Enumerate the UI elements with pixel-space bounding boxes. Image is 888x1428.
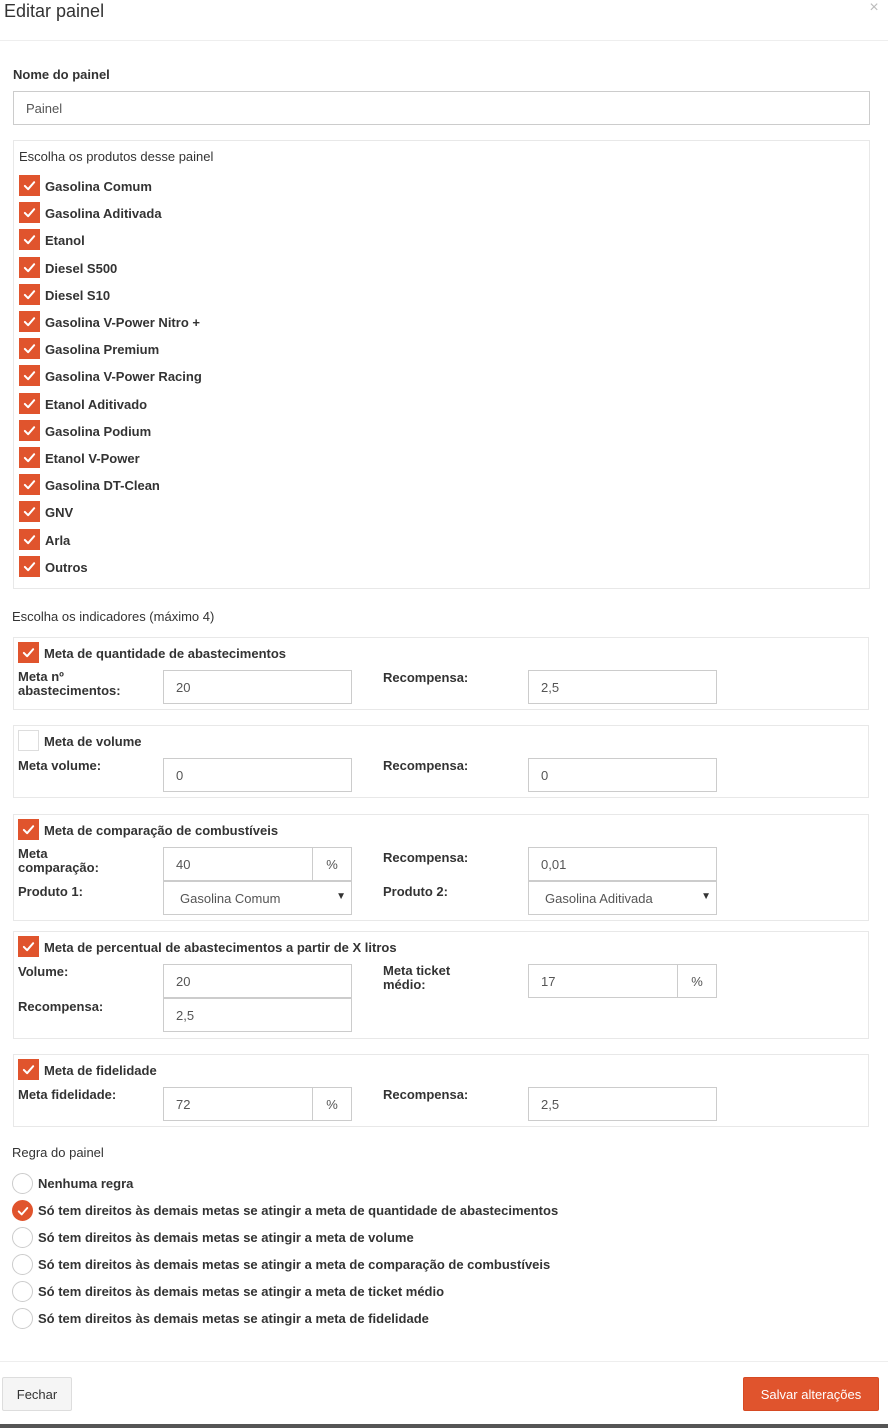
product-checkbox[interactable] bbox=[19, 365, 40, 386]
product-checkbox[interactable] bbox=[19, 447, 40, 468]
close-icon[interactable]: × bbox=[869, 0, 879, 16]
product-label: Gasolina DT-Clean bbox=[45, 478, 160, 494]
product-label: Gasolina Premium bbox=[45, 342, 160, 358]
fidelity-reward-label: Recompensa: bbox=[383, 1087, 469, 1102]
product-label: Diesel S500 bbox=[45, 260, 118, 276]
product-label: Arla bbox=[45, 532, 71, 548]
rule-radio[interactable] bbox=[12, 1254, 33, 1275]
product-checkbox[interactable] bbox=[19, 338, 40, 359]
product-checkbox[interactable] bbox=[19, 529, 40, 550]
rules-label: Regra do painel bbox=[12, 1145, 104, 1160]
fidelity-checkbox[interactable] bbox=[18, 1059, 39, 1080]
product-checkbox[interactable] bbox=[19, 556, 40, 577]
product-label: Gasolina Comum bbox=[45, 179, 152, 194]
fidelity-reward-input[interactable]: 2,5 bbox=[528, 1087, 717, 1121]
product-checkbox[interactable] bbox=[19, 474, 40, 495]
chevron-down-icon: ▼ bbox=[701, 891, 711, 902]
percentage-reward-label: Recompensa: bbox=[18, 999, 104, 1014]
rule-label: Só tem direitos às demais metas se atingir a meta de ticket médio bbox=[38, 1284, 445, 1299]
rule-label: Só tem direitos às demais metas se atingir a meta de fidelidade bbox=[38, 1311, 429, 1326]
quantity-meta-input[interactable]: 20 bbox=[163, 670, 352, 704]
product-checkbox[interactable] bbox=[19, 202, 40, 223]
product1-label: Produto 1: bbox=[18, 884, 83, 899]
check-icon bbox=[22, 646, 35, 659]
rule-label: Só tem direitos às demais metas se atingir a meta de quantidade de abastecimentos bbox=[38, 1203, 559, 1218]
rule-radio[interactable] bbox=[12, 1200, 33, 1221]
percentage-volume-label: Volume: bbox=[18, 964, 69, 979]
check-icon bbox=[23, 397, 36, 410]
check-icon bbox=[17, 1205, 29, 1217]
percentage-checkbox[interactable] bbox=[18, 936, 39, 957]
product-checkbox[interactable] bbox=[19, 284, 40, 305]
footer-divider bbox=[0, 1361, 888, 1362]
indicators-label: Escolha os indicadores (máximo 4) bbox=[12, 609, 215, 624]
product-checkbox[interactable] bbox=[19, 175, 40, 196]
product1-selected: Gasolina Comum bbox=[180, 890, 281, 906]
check-icon bbox=[22, 940, 35, 953]
modal-title: Editar painel bbox=[4, 1, 105, 21]
check-icon bbox=[23, 342, 36, 355]
check-icon bbox=[23, 369, 36, 382]
check-icon bbox=[22, 1063, 35, 1076]
product-label: Gasolina Podium bbox=[45, 423, 152, 439]
panel-name-label: Nome do painel bbox=[13, 67, 110, 82]
product-label: Etanol V-Power bbox=[45, 451, 140, 466]
product2-selected: Gasolina Aditivada bbox=[545, 890, 653, 906]
check-icon bbox=[23, 560, 36, 573]
check-icon bbox=[23, 261, 36, 274]
rule-radio[interactable] bbox=[12, 1281, 33, 1302]
volume-reward-label: Recompensa: bbox=[383, 758, 469, 773]
volume-checkbox[interactable] bbox=[18, 730, 39, 751]
product-label: Diesel S10 bbox=[45, 287, 111, 303]
product-label: Gasolina Aditivada bbox=[45, 206, 162, 222]
product-label: Gasolina V-Power Racing bbox=[45, 369, 202, 385]
percentage-volume-input[interactable]: 20 bbox=[163, 964, 352, 998]
panel-name-input[interactable]: Painel bbox=[13, 91, 870, 125]
rule-label: Só tem direitos às demais metas se atingir a meta de volume bbox=[38, 1230, 414, 1245]
ticket-percent-addon: % bbox=[678, 964, 717, 998]
modal-header bbox=[0, 0, 888, 41]
product-label: Outros bbox=[45, 559, 88, 575]
product-checkbox[interactable] bbox=[19, 229, 40, 250]
volume-meta-input[interactable]: 0 bbox=[163, 758, 352, 792]
fidelity-title: Meta de fidelidade bbox=[44, 1063, 157, 1078]
rule-label: Nenhuma regra bbox=[38, 1176, 134, 1191]
ticket-input[interactable]: 17 bbox=[528, 964, 678, 998]
rule-label: Só tem direitos às demais metas se atingir a meta de comparação de combustíveis bbox=[38, 1257, 551, 1272]
products-label: Escolha os produtos desse painel bbox=[19, 149, 214, 164]
check-icon bbox=[23, 424, 36, 437]
comparison-meta-input[interactable]: 40 bbox=[163, 847, 313, 881]
comparison-checkbox[interactable] bbox=[18, 819, 39, 840]
comparison-percent-addon: % bbox=[313, 847, 352, 881]
window-bottom-edge bbox=[0, 1424, 888, 1428]
check-icon bbox=[23, 533, 36, 546]
rule-radio[interactable] bbox=[12, 1173, 33, 1194]
product-checkbox[interactable] bbox=[19, 501, 40, 522]
product2-select[interactable] bbox=[528, 881, 717, 915]
volume-meta-label: Meta volume: bbox=[18, 758, 102, 773]
product-label: Etanol Aditivado bbox=[45, 396, 148, 412]
quantity-title: Meta de quantidade de abastecimentos bbox=[44, 646, 287, 661]
product2-label: Produto 2: bbox=[383, 884, 448, 899]
volume-title: Meta de volume bbox=[44, 734, 142, 749]
chevron-down-icon: ▼ bbox=[336, 891, 346, 902]
rule-radio[interactable] bbox=[12, 1227, 33, 1248]
fidelity-meta-label: Meta fidelidade: bbox=[18, 1087, 117, 1102]
fidelity-percent-addon: % bbox=[313, 1087, 352, 1121]
product-label: GNV bbox=[45, 505, 74, 521]
fidelity-meta-input[interactable]: 72 bbox=[163, 1087, 313, 1121]
comparison-meta-label: Meta comparação: bbox=[18, 846, 99, 875]
product-checkbox[interactable] bbox=[19, 257, 40, 278]
check-icon bbox=[23, 288, 36, 301]
comparison-title: Meta de comparação de combustíveis bbox=[44, 823, 279, 838]
product1-select[interactable] bbox=[163, 881, 352, 915]
percentage-title: Meta de percentual de abastecimentos a partir de X litros bbox=[44, 940, 397, 955]
product-label: Etanol bbox=[45, 233, 85, 249]
product-checkbox[interactable] bbox=[19, 420, 40, 441]
check-icon bbox=[23, 315, 36, 328]
ticket-label: Meta ticket médio: bbox=[383, 963, 451, 992]
check-icon bbox=[23, 505, 36, 518]
quantity-checkbox[interactable] bbox=[18, 642, 39, 663]
check-icon bbox=[23, 206, 36, 219]
product-checkbox[interactable] bbox=[19, 311, 40, 332]
product-checkbox[interactable] bbox=[19, 393, 40, 414]
volume-reward-input[interactable]: 0 bbox=[528, 758, 717, 792]
check-icon bbox=[23, 179, 36, 192]
rule-radio[interactable] bbox=[12, 1308, 33, 1329]
check-icon bbox=[23, 478, 36, 491]
quantity-reward-label: Recompensa: bbox=[383, 670, 469, 685]
product-label: Gasolina V-Power Nitro + bbox=[45, 315, 200, 330]
comparison-reward-label: Recompensa: bbox=[383, 850, 469, 865]
save-button[interactable]: Salvar alterações bbox=[743, 1377, 879, 1411]
close-button[interactable]: Fechar bbox=[2, 1377, 72, 1411]
comparison-reward-input[interactable]: 0,01 bbox=[528, 847, 717, 881]
quantity-meta-label: Meta nº abastecimentos: bbox=[18, 669, 121, 698]
check-icon bbox=[22, 823, 35, 836]
check-icon bbox=[23, 233, 36, 246]
percentage-reward-input[interactable]: 2,5 bbox=[163, 998, 352, 1032]
check-icon bbox=[23, 451, 36, 464]
quantity-reward-input[interactable]: 2,5 bbox=[528, 670, 717, 704]
